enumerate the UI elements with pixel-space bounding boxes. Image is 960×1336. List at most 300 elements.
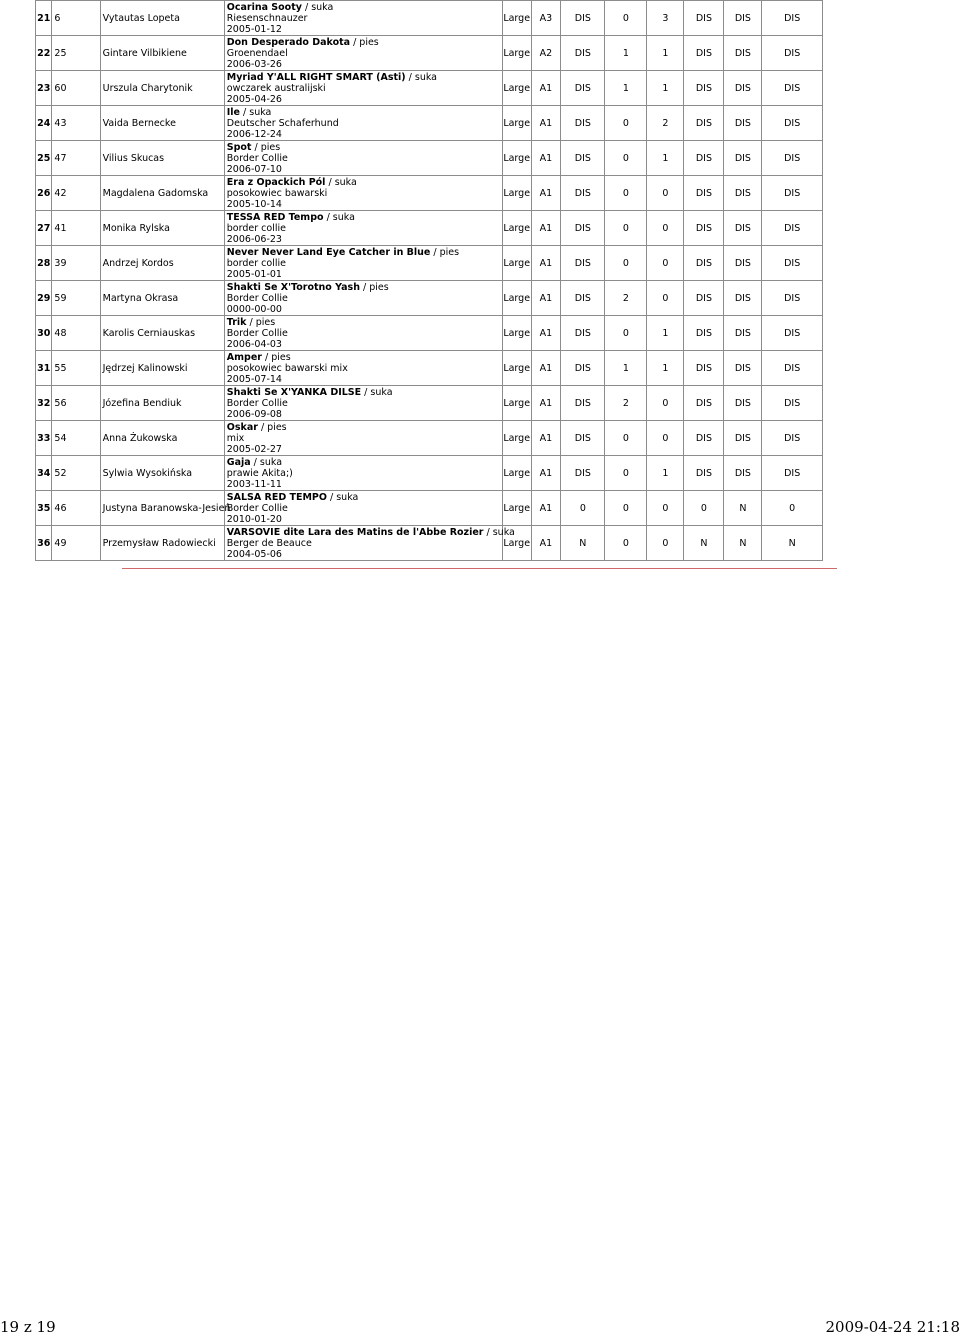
- category-cell: A1: [531, 421, 561, 456]
- dog-name-line: [227, 212, 502, 223]
- dog-breed: border collie: [226, 257, 286, 269]
- result-cell: DIS: [762, 211, 823, 246]
- dog-breed: owczarek australijski: [226, 82, 326, 94]
- dog-breed: border collie: [226, 222, 286, 234]
- dog-sex: suka: [334, 176, 357, 188]
- result-cell: 1: [647, 36, 684, 71]
- size-cell: Large: [502, 386, 531, 421]
- size-cell: Large: [502, 281, 531, 316]
- result-cell: DIS: [684, 281, 724, 316]
- dog-name: Myriad Y'ALL RIGHT SMART (Asti): [226, 71, 406, 83]
- dog-name: Don Desperado Dakota: [226, 36, 351, 48]
- print-timestamp: 2009-04-24 21:18: [825, 1318, 960, 1336]
- sex-separator: /: [350, 36, 360, 48]
- sex-separator: /: [361, 386, 371, 398]
- result-cell: DIS: [561, 351, 605, 386]
- category-cell: A1: [531, 106, 561, 141]
- dog-birthdate: 2005-07-14: [226, 373, 282, 385]
- dog-name: TESSA RED Tempo: [226, 211, 324, 223]
- rank-cell: 28: [36, 246, 52, 281]
- dog-birthdate: 2005-01-01: [226, 268, 282, 280]
- handler-cell: Przemysław Radowiecki: [100, 526, 224, 561]
- dog-sex: suka: [370, 386, 393, 398]
- dog-name-line: [227, 107, 502, 118]
- start-number-cell: 56: [52, 386, 100, 421]
- dog-name: Gaja: [226, 456, 251, 468]
- result-cell: 0: [647, 386, 684, 421]
- result-cell: DIS: [684, 106, 724, 141]
- result-cell: 0: [647, 176, 684, 211]
- result-cell: 1: [605, 71, 647, 106]
- result-cell: DIS: [724, 351, 762, 386]
- result-cell: DIS: [724, 456, 762, 491]
- dog-cell: [224, 316, 502, 351]
- dog-cell: [224, 421, 502, 456]
- result-cell: DIS: [561, 246, 605, 281]
- dog-sex: pies: [439, 246, 460, 258]
- handler-cell: Vaida Bernecke: [100, 106, 224, 141]
- dog-breed: Deutscher Schaferhund: [226, 117, 339, 129]
- table-row: [36, 351, 823, 386]
- dog-sex: suka: [311, 1, 334, 13]
- category-cell: A1: [531, 246, 561, 281]
- rank-cell: 36: [36, 526, 52, 561]
- divider-line: [122, 568, 837, 569]
- sex-separator: /: [405, 71, 415, 83]
- start-number-cell: 6: [52, 1, 100, 36]
- dog-cell: [224, 141, 502, 176]
- dog-name: Trik: [226, 316, 247, 328]
- dog-cell: [224, 1, 502, 36]
- result-cell: 0: [647, 281, 684, 316]
- size-cell: Large: [502, 106, 531, 141]
- dog-sex: suka: [332, 211, 355, 223]
- result-cell: 0: [647, 246, 684, 281]
- results-table: [35, 0, 823, 561]
- dog-birthdate: 2006-07-10: [226, 163, 282, 175]
- dog-sex: pies: [255, 316, 276, 328]
- category-cell: A1: [531, 351, 561, 386]
- result-cell: 0: [605, 246, 647, 281]
- result-cell: N: [724, 526, 762, 561]
- result-cell: DIS: [762, 246, 823, 281]
- dog-birthdate: 2005-01-12: [226, 23, 282, 35]
- start-number-cell: 43: [52, 106, 100, 141]
- dog-breed: Riesenschnauzer: [226, 12, 308, 24]
- table-row: [36, 1, 823, 36]
- dog-sex: suka: [259, 456, 283, 468]
- result-cell: 0: [605, 1, 647, 36]
- dog-cell: [224, 246, 502, 281]
- result-cell: DIS: [684, 36, 724, 71]
- result-cell: 0: [647, 421, 684, 456]
- rank-cell: 26: [36, 176, 52, 211]
- dog-name: Amper: [226, 351, 262, 363]
- result-cell: 2: [605, 386, 647, 421]
- table-row: [36, 491, 823, 526]
- rank-cell: 27: [36, 211, 52, 246]
- result-cell: DIS: [762, 281, 823, 316]
- dog-breed: mix: [226, 432, 245, 444]
- rank-cell: 24: [36, 106, 52, 141]
- result-cell: DIS: [684, 246, 724, 281]
- result-cell: DIS: [561, 141, 605, 176]
- result-cell: N: [561, 526, 605, 561]
- category-cell: A1: [531, 281, 561, 316]
- start-number-cell: 41: [52, 211, 100, 246]
- sex-separator: /: [323, 211, 333, 223]
- result-cell: DIS: [724, 281, 762, 316]
- result-cell: DIS: [762, 1, 823, 36]
- handler-cell: Magdalena Gadomska: [100, 176, 224, 211]
- dog-name: Oskar: [226, 421, 258, 433]
- result-cell: DIS: [762, 176, 823, 211]
- result-cell: DIS: [684, 71, 724, 106]
- rank-cell: 22: [36, 36, 52, 71]
- size-cell: Large: [502, 71, 531, 106]
- rank-cell: 29: [36, 281, 52, 316]
- result-cell: DIS: [561, 71, 605, 106]
- dog-breed: Groenendael: [226, 47, 288, 59]
- dog-birthdate: 2006-06-23: [226, 233, 282, 245]
- result-cell: N: [724, 491, 762, 526]
- result-cell: DIS: [724, 316, 762, 351]
- result-cell: DIS: [561, 386, 605, 421]
- dog-name: Era z Opackich Pól: [226, 176, 326, 188]
- result-cell: DIS: [684, 351, 724, 386]
- size-cell: Large: [502, 456, 531, 491]
- result-cell: DIS: [724, 176, 762, 211]
- handler-cell: Justyna Baranowska-Jesień: [100, 491, 224, 526]
- result-cell: 0: [647, 526, 684, 561]
- table-row: [36, 36, 823, 71]
- handler-cell: Sylwia Wysokińska: [100, 456, 224, 491]
- sex-separator: /: [301, 1, 312, 13]
- dog-name: Shakti Se X'Torotno Yash: [226, 281, 360, 293]
- result-cell: DIS: [561, 281, 605, 316]
- category-cell: A1: [531, 141, 561, 176]
- category-cell: A3: [531, 1, 561, 36]
- rank-cell: 21: [36, 1, 52, 36]
- result-cell: DIS: [724, 71, 762, 106]
- size-cell: Large: [502, 176, 531, 211]
- result-cell: 1: [605, 351, 647, 386]
- size-cell: Large: [502, 421, 531, 456]
- result-cell: 0: [605, 211, 647, 246]
- category-cell: A1: [531, 71, 561, 106]
- table-row: [36, 176, 823, 211]
- result-cell: 0: [605, 456, 647, 491]
- dog-name-line: [227, 352, 502, 363]
- dog-breed: posokowiec bawarski: [226, 187, 328, 199]
- dog-name: Ocarina Sooty: [226, 1, 302, 13]
- dog-birthdate: 2005-10-14: [226, 198, 282, 210]
- result-cell: DIS: [762, 141, 823, 176]
- result-cell: DIS: [762, 456, 823, 491]
- dog-name: VARSOVIE dite Lara des Matins de l'Abbe Rozier: [226, 526, 484, 538]
- table-row: [36, 456, 823, 491]
- dog-birthdate: 2006-09-08: [226, 408, 282, 420]
- dog-birthdate: 2006-03-26: [226, 58, 282, 70]
- rank-cell: 30: [36, 316, 52, 351]
- category-cell: A2: [531, 36, 561, 71]
- result-cell: 2: [647, 106, 684, 141]
- result-cell: 1: [647, 351, 684, 386]
- sex-separator: /: [257, 421, 268, 433]
- handler-cell: Vilius Skucas: [100, 141, 224, 176]
- result-cell: DIS: [684, 386, 724, 421]
- result-cell: 2: [605, 281, 647, 316]
- start-number-cell: 55: [52, 351, 100, 386]
- dog-cell: [224, 71, 502, 106]
- result-cell: 1: [647, 71, 684, 106]
- dog-name-line: [227, 282, 502, 293]
- size-cell: Large: [502, 1, 531, 36]
- sex-separator: /: [250, 456, 260, 468]
- result-cell: 1: [647, 141, 684, 176]
- dog-sex: suka: [336, 491, 359, 503]
- dog-name-line: [227, 387, 502, 398]
- result-cell: DIS: [724, 141, 762, 176]
- dog-name-line: [227, 72, 502, 83]
- result-cell: DIS: [684, 141, 724, 176]
- table-row: [36, 246, 823, 281]
- dog-name: Ile: [226, 106, 240, 118]
- result-cell: DIS: [724, 1, 762, 36]
- start-number-cell: 60: [52, 71, 100, 106]
- dog-cell: [224, 526, 515, 561]
- start-number-cell: 48: [52, 316, 100, 351]
- sex-separator: /: [483, 526, 493, 538]
- handler-cell: Martyna Okrasa: [100, 281, 224, 316]
- start-number-cell: 25: [52, 36, 100, 71]
- sex-separator: /: [430, 246, 440, 258]
- dog-breed: Border Collie: [226, 397, 288, 409]
- dog-name: Never Never Land Eye Catcher in Blue: [226, 246, 431, 258]
- dog-birthdate: 2010-01-20: [226, 513, 282, 525]
- result-cell: 1: [605, 36, 647, 71]
- rank-cell: 23: [36, 71, 52, 106]
- result-cell: DIS: [684, 456, 724, 491]
- handler-cell: Józefina Bendiuk: [100, 386, 224, 421]
- start-number-cell: 59: [52, 281, 100, 316]
- result-cell: 0: [647, 491, 684, 526]
- dog-breed: prawie Akita;): [226, 467, 293, 479]
- handler-cell: Jędrzej Kalinowski: [100, 351, 224, 386]
- result-cell: DIS: [561, 316, 605, 351]
- dog-name-line: [227, 317, 502, 328]
- sex-separator: /: [246, 316, 256, 328]
- dog-sex: pies: [267, 421, 287, 433]
- result-cell: DIS: [762, 386, 823, 421]
- handler-cell: Andrzej Kordos: [100, 246, 224, 281]
- dog-breed: Border Collie: [226, 292, 288, 304]
- dog-cell: [224, 281, 502, 316]
- category-cell: A1: [531, 316, 561, 351]
- dog-name-line: [227, 142, 502, 153]
- start-number-cell: 46: [52, 491, 100, 526]
- dog-breed: Berger de Beauce: [226, 537, 312, 549]
- table-row: [36, 526, 823, 561]
- result-cell: 0: [762, 491, 823, 526]
- result-cell: 0: [561, 491, 605, 526]
- dog-name-line: [226, 526, 515, 538]
- result-cell: DIS: [561, 421, 605, 456]
- rank-cell: 34: [36, 456, 52, 491]
- result-cell: DIS: [762, 421, 823, 456]
- dog-cell: [224, 176, 502, 211]
- start-number-cell: 49: [52, 526, 100, 561]
- table-row: [36, 211, 823, 246]
- start-number-cell: 39: [52, 246, 100, 281]
- dog-sex: suka: [249, 106, 272, 118]
- category-cell: A1: [531, 211, 561, 246]
- result-cell: DIS: [684, 421, 724, 456]
- rank-cell: 31: [36, 351, 52, 386]
- category-cell: A1: [531, 456, 561, 491]
- category-cell: A1: [531, 176, 561, 211]
- rank-cell: 32: [36, 386, 52, 421]
- table-row: [36, 71, 823, 106]
- dog-sex: suka: [492, 526, 515, 538]
- result-cell: 0: [605, 526, 647, 561]
- handler-cell: Urszula Charytonik: [100, 71, 224, 106]
- result-cell: DIS: [561, 176, 605, 211]
- start-number-cell: 47: [52, 141, 100, 176]
- result-cell: 3: [647, 1, 684, 36]
- sex-separator: /: [261, 351, 272, 363]
- result-cell: DIS: [762, 316, 823, 351]
- result-cell: 0: [605, 491, 647, 526]
- table-row: [36, 106, 823, 141]
- handler-cell: Anna Żukowska: [100, 421, 224, 456]
- dog-sex: pies: [359, 36, 379, 48]
- dog-cell: [224, 386, 502, 421]
- result-cell: 0: [647, 211, 684, 246]
- dog-breed: Border Collie: [226, 327, 288, 339]
- table-row: [36, 421, 823, 456]
- handler-cell: Vytautas Lopeta: [100, 1, 224, 36]
- result-cell: DIS: [561, 211, 605, 246]
- dog-name-line: [227, 247, 502, 258]
- result-cell: DIS: [684, 316, 724, 351]
- size-cell: Large: [502, 246, 531, 281]
- results-table-body: [36, 1, 823, 561]
- result-cell: DIS: [561, 106, 605, 141]
- size-cell: Large: [502, 316, 531, 351]
- size-cell: Large: [502, 491, 531, 526]
- dog-birthdate: 2005-04-26: [226, 93, 282, 105]
- result-cell: DIS: [561, 36, 605, 71]
- dog-sex: suka: [414, 71, 438, 83]
- sex-separator: /: [326, 491, 337, 503]
- result-cell: DIS: [561, 1, 605, 36]
- sex-separator: /: [325, 176, 335, 188]
- dog-name-line: [227, 422, 502, 433]
- dog-name-line: [227, 177, 502, 188]
- table-row: [36, 316, 823, 351]
- table-row: [36, 141, 823, 176]
- result-cell: DIS: [684, 176, 724, 211]
- dog-sex: pies: [369, 281, 389, 293]
- result-cell: 1: [647, 456, 684, 491]
- result-cell: 0: [684, 491, 724, 526]
- size-cell: Large: [502, 526, 531, 561]
- dog-breed: posokowiec bawarski mix: [226, 362, 348, 374]
- result-cell: DIS: [724, 211, 762, 246]
- dog-birthdate: 0000-00-00: [226, 303, 282, 315]
- result-cell: DIS: [762, 71, 823, 106]
- dog-cell: [224, 211, 502, 246]
- sex-separator: /: [359, 281, 370, 293]
- dog-breed: Border Collie: [226, 152, 288, 164]
- rank-cell: 35: [36, 491, 52, 526]
- result-cell: DIS: [684, 211, 724, 246]
- result-cell: N: [762, 526, 823, 561]
- dog-birthdate: 2005-02-27: [226, 443, 282, 455]
- dog-breed: Border Collie: [226, 502, 288, 514]
- handler-cell: Gintare Vilbikiene: [100, 36, 224, 71]
- result-cell: DIS: [724, 106, 762, 141]
- handler-cell: Karolis Cerniauskas: [100, 316, 224, 351]
- result-cell: DIS: [762, 106, 823, 141]
- page-counter: 19 z 19: [0, 1318, 56, 1336]
- result-cell: 0: [605, 316, 647, 351]
- start-number-cell: 54: [52, 421, 100, 456]
- category-cell: A1: [531, 491, 561, 526]
- result-cell: N: [684, 526, 724, 561]
- result-cell: DIS: [684, 1, 724, 36]
- result-cell: 0: [605, 421, 647, 456]
- table-row: [36, 386, 823, 421]
- dog-sex: pies: [260, 141, 281, 153]
- dog-birthdate: 2003-11-11: [226, 478, 282, 490]
- dog-name-line: [227, 492, 502, 503]
- table-row: [36, 281, 823, 316]
- result-cell: 0: [605, 106, 647, 141]
- dog-name-line: [227, 37, 502, 48]
- dog-name-line: [227, 2, 502, 13]
- result-cell: DIS: [724, 386, 762, 421]
- rank-cell: 25: [36, 141, 52, 176]
- dog-sex: pies: [271, 351, 291, 363]
- dog-cell: [224, 456, 502, 491]
- dog-cell: [224, 491, 502, 526]
- result-cell: DIS: [762, 351, 823, 386]
- handler-cell: Monika Rylska: [100, 211, 224, 246]
- sex-separator: /: [251, 141, 261, 153]
- size-cell: Large: [502, 351, 531, 386]
- result-cell: 0: [605, 176, 647, 211]
- result-cell: 0: [605, 141, 647, 176]
- dog-cell: [224, 351, 502, 386]
- result-cell: DIS: [724, 246, 762, 281]
- start-number-cell: 52: [52, 456, 100, 491]
- category-cell: A1: [531, 526, 561, 561]
- dog-birthdate: 2006-04-03: [226, 338, 282, 350]
- sex-separator: /: [240, 106, 250, 118]
- result-cell: DIS: [762, 36, 823, 71]
- rank-cell: 33: [36, 421, 52, 456]
- dog-birthdate: 2006-12-24: [226, 128, 282, 140]
- dog-birthdate: 2004-05-06: [226, 548, 282, 560]
- size-cell: Large: [502, 211, 531, 246]
- dog-name: SALSA RED TEMPO: [226, 491, 327, 503]
- dog-cell: [224, 106, 502, 141]
- dog-name: Spot: [226, 141, 252, 153]
- result-cell: DIS: [724, 421, 762, 456]
- dog-name: Shakti Se X'YANKA DILSE: [226, 386, 362, 398]
